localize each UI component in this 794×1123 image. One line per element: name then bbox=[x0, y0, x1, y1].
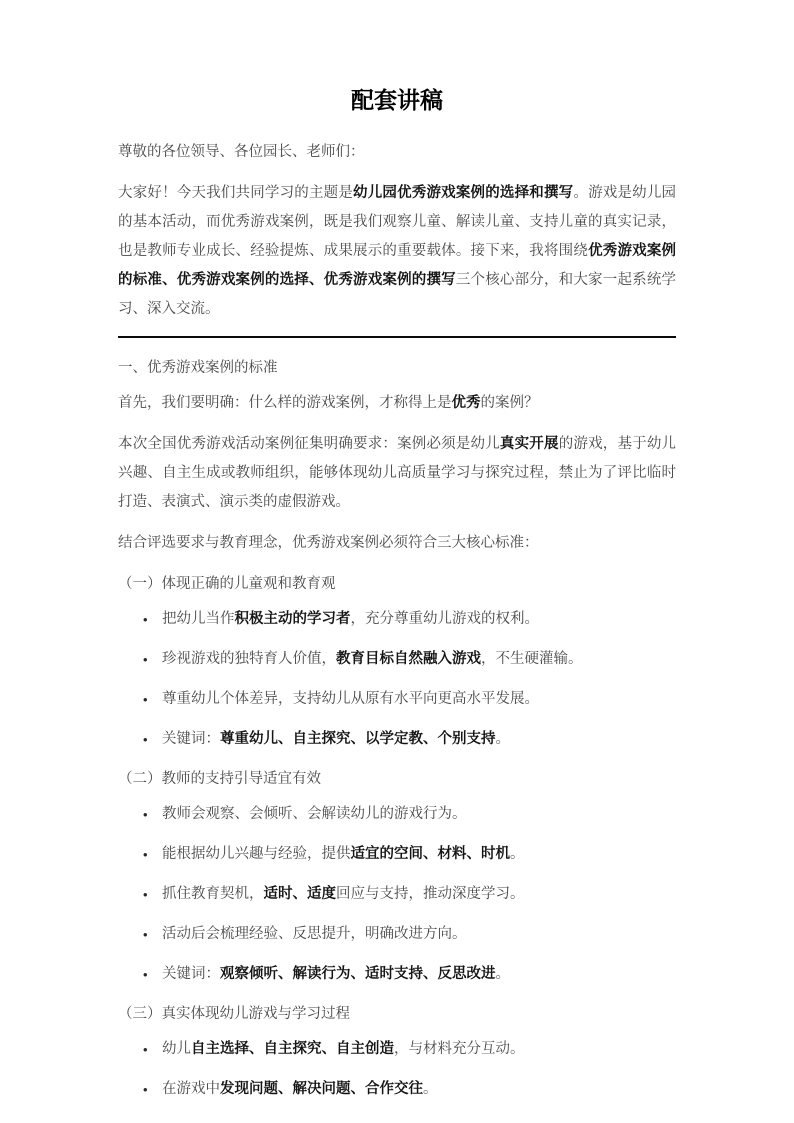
text-run: ，与材料充分互动。 bbox=[394, 1041, 525, 1057]
bold-text-run: 教育目标自然融入游戏 bbox=[336, 651, 481, 667]
document-title: 配套讲稿 bbox=[351, 87, 443, 113]
section-1-heading: 一、优秀游戏案例的标准 bbox=[118, 360, 278, 376]
text-run: 。 bbox=[495, 966, 510, 982]
list-item bbox=[118, 605, 676, 634]
list-item bbox=[118, 685, 676, 714]
text-run: 把幼儿当作 bbox=[162, 611, 235, 627]
list-item-text bbox=[162, 920, 676, 949]
bullet-icon: • bbox=[143, 807, 148, 822]
list-item-text bbox=[162, 800, 676, 829]
text-run: 抓住教育契机， bbox=[162, 886, 264, 902]
list-item bbox=[118, 725, 676, 754]
list-item-text bbox=[162, 1075, 676, 1104]
text-run: 本次全国优秀游戏活动案例征集明确要求：案例必须是幼儿 bbox=[118, 436, 500, 452]
bullet-icon: • bbox=[143, 847, 148, 862]
subsection-1-bullet-list bbox=[118, 605, 676, 754]
bullet-icon: • bbox=[143, 887, 148, 902]
bold-text-run: 发现问题、解决问题、合作交往 bbox=[220, 1081, 423, 1097]
text-run: 三个核心部分，和大家一起系统学习、深入交流。 bbox=[118, 272, 677, 317]
text-run: 尊重幼儿个体差异，支持幼儿从原有水平向更高水平发展。 bbox=[162, 691, 539, 707]
list-item bbox=[118, 920, 676, 949]
text-run: 。 bbox=[423, 1081, 438, 1097]
subsection-2-bullet-list bbox=[118, 800, 676, 989]
intro-paragraph bbox=[118, 179, 676, 324]
bold-text-run: 优秀 bbox=[451, 395, 481, 411]
list-item-text bbox=[162, 725, 676, 754]
text-run: ，充分尊重幼儿游戏的权利。 bbox=[350, 611, 539, 627]
bold-text-run: 积极主动的学习者 bbox=[234, 611, 351, 627]
subsection-1-heading: （一）体现正确的儿童观和教育观 bbox=[118, 576, 336, 592]
section-1-lead-paragraph bbox=[118, 389, 676, 418]
list-item-text bbox=[162, 645, 676, 674]
list-item bbox=[118, 840, 676, 869]
text-run: 。游戏是幼儿园的基本活动，而优秀游戏案例，既是我们观察儿童、解读儿童、支持儿童的真实记录，也是教师专业成长、经验提炼、成果展示的重要载体。接下来，我将围绕 bbox=[118, 185, 677, 259]
text-run: 回应与支持，推动深度学习。 bbox=[336, 886, 525, 902]
bullet-icon: • bbox=[143, 967, 148, 982]
bold-text-run: 自主选择、自主探究、自主创造 bbox=[191, 1041, 394, 1057]
bold-text-run: 尊重幼儿、自主探究、以学定教、个别支持 bbox=[220, 731, 496, 747]
text-run: 能根据幼儿兴趣与经验，提供 bbox=[162, 846, 351, 862]
text-run: 的游戏，基于幼儿兴趣、自主生成或教师组织，能够体现幼儿高质量学习与探究过程，禁止为了评比临时打造、表演式、演示类的虚假游戏。 bbox=[118, 436, 677, 510]
section-1-requirement-paragraph bbox=[118, 430, 676, 517]
list-item-text bbox=[162, 685, 676, 714]
text-run: 活动后会梳理经验、反思提升，明确改进方向。 bbox=[162, 926, 467, 942]
list-item bbox=[118, 1075, 676, 1104]
section-divider bbox=[118, 336, 676, 338]
bullet-icon: • bbox=[143, 927, 148, 942]
bullet-icon: • bbox=[143, 732, 148, 747]
list-item-text bbox=[162, 840, 676, 869]
text-run: 。 bbox=[495, 731, 510, 747]
text-run: 幼儿 bbox=[162, 1041, 191, 1057]
list-item-text bbox=[162, 960, 676, 989]
text-run: 大家好！今天我们共同学习的主题是 bbox=[118, 185, 354, 201]
list-item-text bbox=[162, 880, 676, 909]
bold-text-run: 优秀游戏案例的标准、优秀游戏案例的选择、优秀游戏案例的撰写 bbox=[118, 243, 677, 288]
bullet-icon: • bbox=[143, 612, 148, 627]
text-run: 首先，我们要明确：什么样的游戏案例，才称得上是 bbox=[118, 395, 452, 411]
list-item-text bbox=[162, 605, 676, 634]
salutation: 尊敬的各位领导、各位园长、老师们： bbox=[118, 144, 365, 160]
bullet-icon: • bbox=[143, 652, 148, 667]
subsection-2-heading: （二）教师的支持引导适宜有效 bbox=[118, 771, 321, 787]
subsection-3-heading: （三）真实体现幼儿游戏与学习过程 bbox=[118, 1006, 350, 1022]
bold-text-run: 观察倾听、解读行为、适时支持、反思改进 bbox=[220, 966, 496, 982]
bullet-icon: • bbox=[143, 1082, 148, 1097]
list-item-text bbox=[162, 1035, 676, 1064]
subsection-3-bullet-list bbox=[118, 1035, 676, 1104]
bullet-icon: • bbox=[143, 692, 148, 707]
text-run: 的案例？ bbox=[480, 395, 539, 411]
list-item bbox=[118, 880, 676, 909]
bold-text-run: 适宜的空间、材料、时机 bbox=[350, 846, 510, 862]
list-item bbox=[118, 645, 676, 674]
text-run: 关键词： bbox=[162, 966, 220, 982]
text-run: 。 bbox=[510, 846, 525, 862]
criteria-intro-paragraph: 结合评选要求与教育理念，优秀游戏案例必须符合三大核心标准： bbox=[118, 535, 539, 551]
list-item bbox=[118, 800, 676, 829]
bullet-icon: • bbox=[143, 1042, 148, 1057]
bold-text-run: 真实开展 bbox=[499, 436, 559, 452]
list-item bbox=[118, 960, 676, 989]
text-run: 教师会观察、会倾听、会解读幼儿的游戏行为。 bbox=[162, 806, 467, 822]
text-run: ，不生硬灌输。 bbox=[481, 651, 583, 667]
text-run: 关键词： bbox=[162, 731, 220, 747]
list-item bbox=[118, 1035, 676, 1064]
text-run: 在游戏中 bbox=[162, 1081, 220, 1097]
bold-text-run: 幼儿园优秀游戏案例的选择和撰写 bbox=[353, 185, 574, 201]
text-run: 珍视游戏的独特育人价值， bbox=[162, 651, 336, 667]
bold-text-run: 适时、适度 bbox=[263, 886, 336, 902]
